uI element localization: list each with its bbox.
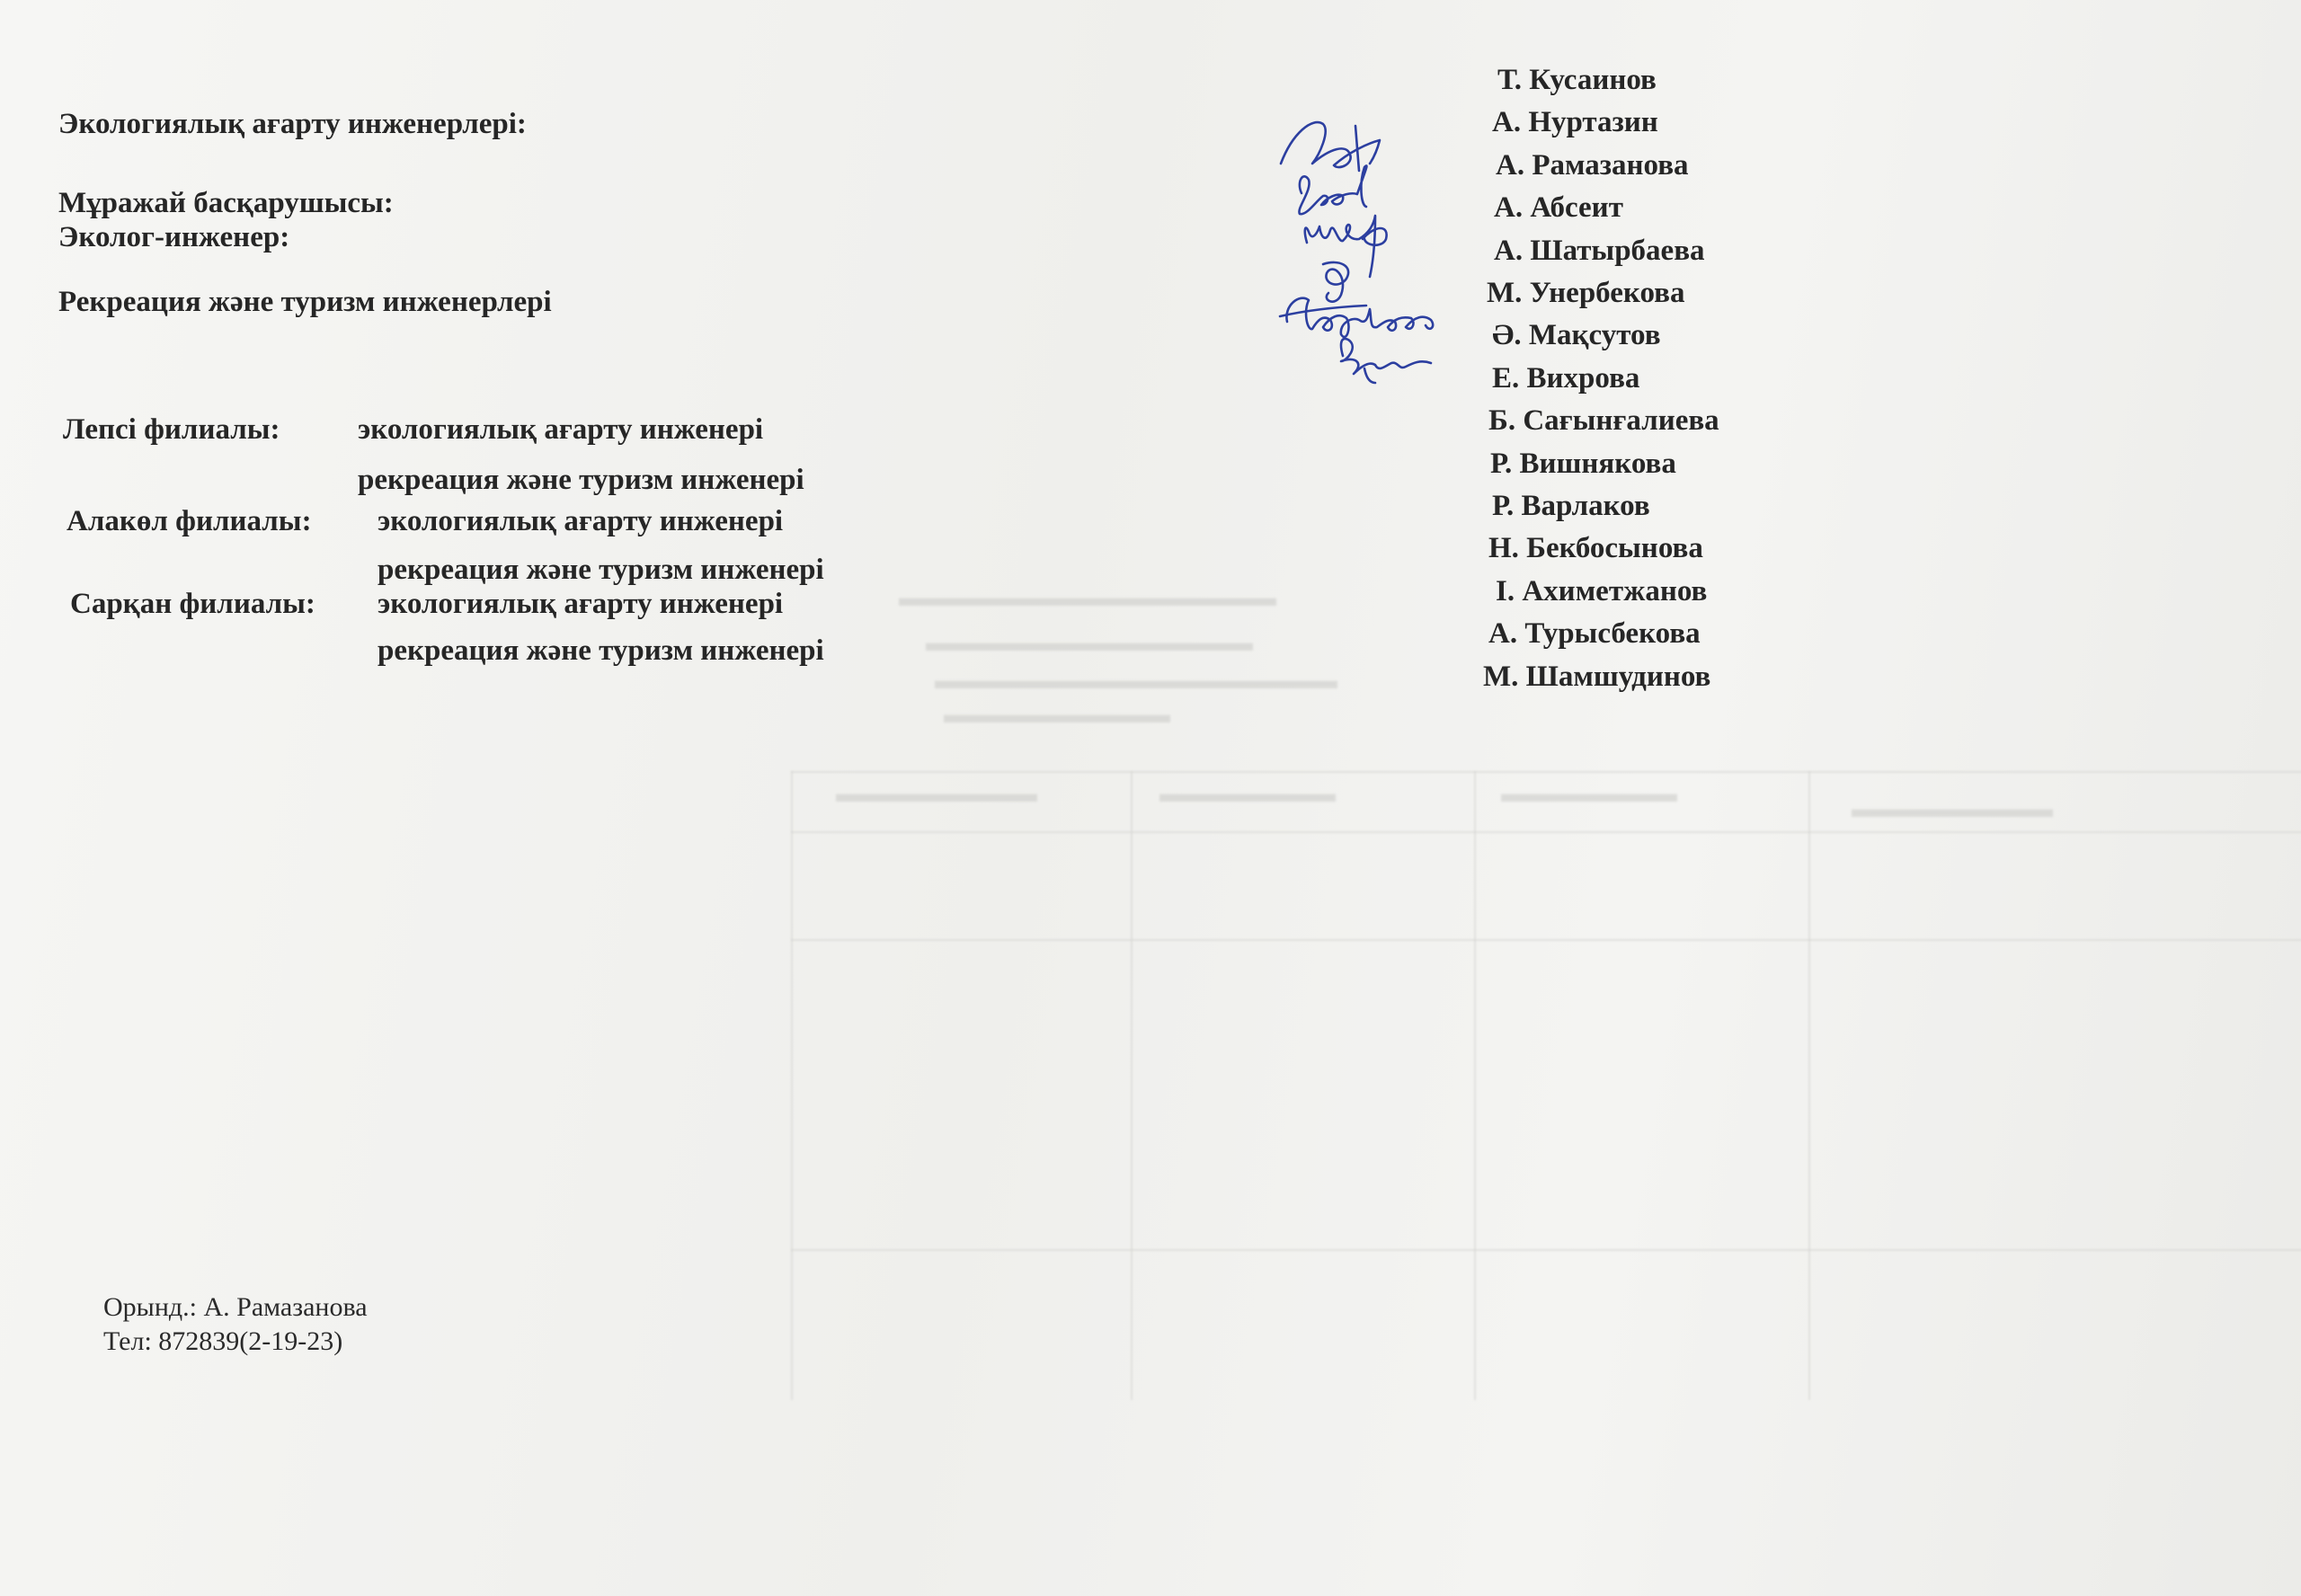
branch-role-line2: рекреация және туризм инженері bbox=[378, 634, 824, 667]
branch-name: Лепсі филиалы: bbox=[63, 413, 280, 446]
role-recreation-engineers: Рекреация және туризм инженерлері bbox=[58, 286, 552, 318]
contact-info bbox=[103, 1290, 368, 1359]
handwritten-signature bbox=[1276, 108, 1492, 395]
signatory-name: М. Унербекова bbox=[1487, 277, 1685, 310]
signatory-name: Е. Вихрова bbox=[1492, 361, 1640, 395]
signatory-name: Р. Вишнякова bbox=[1490, 447, 1676, 480]
executor-line: Орынд.: А. Рамазанова bbox=[103, 1292, 368, 1322]
signatory-name: Ә. Мақсутов bbox=[1492, 319, 1661, 352]
role-eco-engineer: Эколог-инженер: bbox=[58, 221, 290, 253]
phone-line: Тел: 872839(2-19-23) bbox=[103, 1326, 343, 1356]
signatory-name: М. Шамшудинов bbox=[1483, 660, 1711, 693]
signatory-name: Н. Бекбосынова bbox=[1488, 532, 1703, 565]
signatory-name: А. Абсеит bbox=[1494, 191, 1623, 225]
signatory-name: А. Турысбекова bbox=[1488, 617, 1701, 651]
branch-name: Сарқан филиалы: bbox=[70, 588, 315, 620]
branch-name: Алакөл филиалы: bbox=[67, 505, 312, 537]
branch-role-line1: экологиялық ағарту инженері bbox=[378, 505, 784, 537]
role-museum-manager: Мұражай басқарушысы: bbox=[58, 187, 394, 219]
role-eco-education-engineers: Экологиялық ағарту инженерлері: bbox=[58, 108, 527, 140]
branch-role-line2: рекреация және туризм инженері bbox=[358, 464, 804, 496]
branch-role-line1: экологиялық ағарту инженері bbox=[358, 413, 764, 446]
signatory-name: Б. Сағынғалиева bbox=[1488, 404, 1719, 438]
branch-role-line1: экологиялық ағарту инженері bbox=[378, 588, 784, 620]
branch-role-line2: рекреация және туризм инженері bbox=[378, 554, 824, 586]
signatory-name: І. Ахиметжанов bbox=[1496, 574, 1708, 607]
signatory-name: Т. Кусаинов bbox=[1497, 64, 1657, 96]
signatories-list bbox=[1483, 59, 1719, 698]
signatory-name: А. Рамазанова bbox=[1496, 148, 1689, 182]
document-page: ▬▬▬▬▬▬▬▬ ▬▬▬▬▬▬▬ ▬▬▬▬▬▬▬ ▬▬▬▬▬▬▬▬ ▬▬▬▬▬▬▬▬▬ ▬▬▬▬▬▬▬▬▬▬▬▬▬▬▬ ▬▬▬▬▬▬▬▬▬▬▬▬▬ ▬▬▬▬▬▬▬▬▬▬▬▬▬▬▬▬ Экологиялық ағарту инженерлері: Мұражай басқарушысы: Эколог-инженер: Рекреация және туризм инженерлері Лепсі филиалы: экологиялық ағарту инженері рекреация және туризм инженері Алакөл филиалы: экологиялық ағарту инженері рекреация және туризм инженері Сарқан филиалы: экологиялық ағарту инженері рекреация және туризм инженері Т. Кусаинов А. Нуртазин А. Рамазанова А. Абсеит А. Шатырбаева М. Унербекова Ә. Мақсутов Е. Вихрова Б. Сағынғалиева Р. Вишнякова Р. Варлаков Н. Бекбосынова І. Ахиметжанов А. Турысбекова М. Шамшудинов Орынд.: А. Рамазанова Тел: 872839(2-19-23) bbox=[0, 0, 2301, 1596]
signatory-name: А. Нуртазин bbox=[1492, 106, 1658, 139]
signatory-name: А. Шатырбаева bbox=[1494, 234, 1705, 267]
signatory-name: Р. Варлаков bbox=[1492, 490, 1650, 523]
